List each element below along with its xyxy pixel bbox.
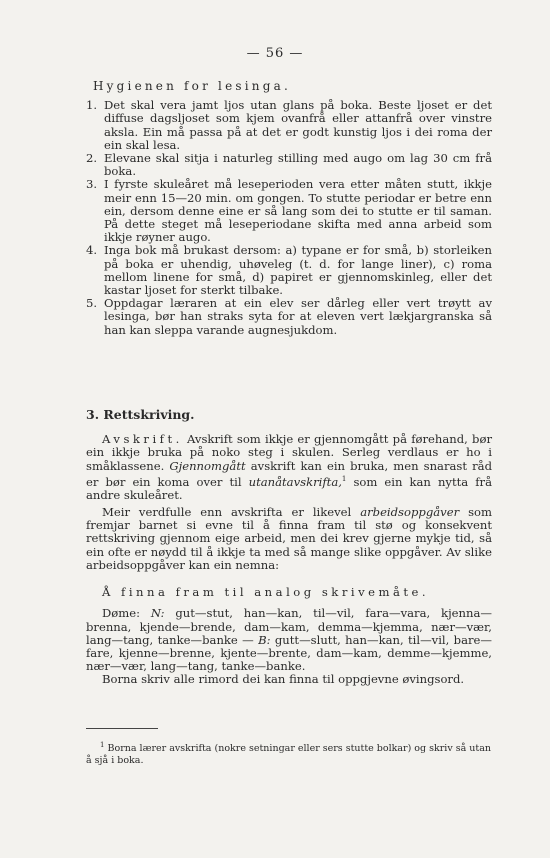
page-number: — 56 — bbox=[246, 46, 304, 61]
hygiene-section bbox=[86, 80, 492, 337]
rettskriving-section bbox=[86, 408, 492, 687]
footnote-divider bbox=[86, 728, 158, 729]
section-title: 3. Rettskriving. bbox=[86, 407, 195, 422]
list-item: 3. I fyrste skuleåret må leseperioden vera etter måten stutt, ikkje meir enn 15—20 min. om gongen. To stutte periodar er betre enn ein, dersom denne eine er så lang som dei to stutte er til saman. På dette steget må leseperiodane skifta med anna arbeid som ikkje røyner augo. bbox=[86, 177, 492, 245]
paragraph-avskrift: Avskrift. Avskrift som ikkje er gjennomgått på førehand, bør ein ikkje bruka på noko steg i skulen. Serleg verdlaus er ho i småklassene. Gjennomgått avskrift kan ein bruka, men snarast råd er bør ein koma over til utanåtavskrifta,$^1$ som ein kan nytta frå andre skuleåret. bbox=[86, 432, 492, 502]
hygiene-list bbox=[86, 99, 492, 337]
hygiene-heading: Hygienen for lesinga. bbox=[93, 79, 291, 93]
footnote: $^1$ Borna lærer avskrifta (nokre setningar eller sers stutte bolkar) og skriv så utan å sjå i boka. bbox=[86, 741, 492, 766]
list-item: 1. Det skal vera jamt ljos utan glans på boka. Beste ljoset er det diffuse dagsljoset som kjem ovanfrå eller attanfrå over vinstre aksla. Ein må passa på at det er godt kunstig ljos i dei roma der ein skal lesa. bbox=[86, 98, 492, 152]
paragraph-rimord: Borna skriv alle rimord dei kan finna til oppgjevne øvingsord. bbox=[102, 672, 465, 687]
paragraph-examples: Døme: N: gut—stut, han—kan, til—vil, fara—vara, kjenna—brenna, kjende—brende, dam—kam, demma—kjemma, nær—vær, lang—tang, tanke—banke — B: gutt—slutt, han—kan, til—vil, bare—fare, kjenne—brenne, kjente—brente, dam—kam, demme—kjemme, nær—vær, lang—tang, tanke—banke. bbox=[86, 606, 492, 674]
footnote-ref: 1 bbox=[341, 474, 347, 483]
list-item: 4. Inga bok må brukast dersom: a) typane er for små, b) storleiken på boka er uhendig, uhøveleg (t. d. for lange liner), c) roma mellom linene for små, d) papiret er gjennomskinleg, eller det kastar ljoset for sterkt tilbake. bbox=[86, 243, 492, 298]
list-item: 5. Oppdagar læraren at ein elev ser dårleg eller vert trøytt av lesinga, bør han straks syta for at eleven vert lækjargranska så han kan sleppa varande augnesjukdom. bbox=[86, 296, 492, 337]
analog-heading: Å finna fram til analog skrivemåte. bbox=[102, 585, 430, 600]
paragraph-arbeidsoppgaver: Meir verdfulle enn avskrifta er likevel arbeidsoppgåver som fremjar barnet si evne til å finna fram til stø og konsekvent rettskriving gjennom eige arbeid, men dei krev gjerne mykje tid, så ein ofte er nøydd til å ikkje ta med så mange slike oppgåver. Av slike arbeidsoppgåver kan ein nemna: bbox=[86, 505, 492, 572]
list-item: 2. Elevane skal sitja i naturleg stilling med augo om lag 30 cm frå boka. bbox=[86, 151, 492, 179]
